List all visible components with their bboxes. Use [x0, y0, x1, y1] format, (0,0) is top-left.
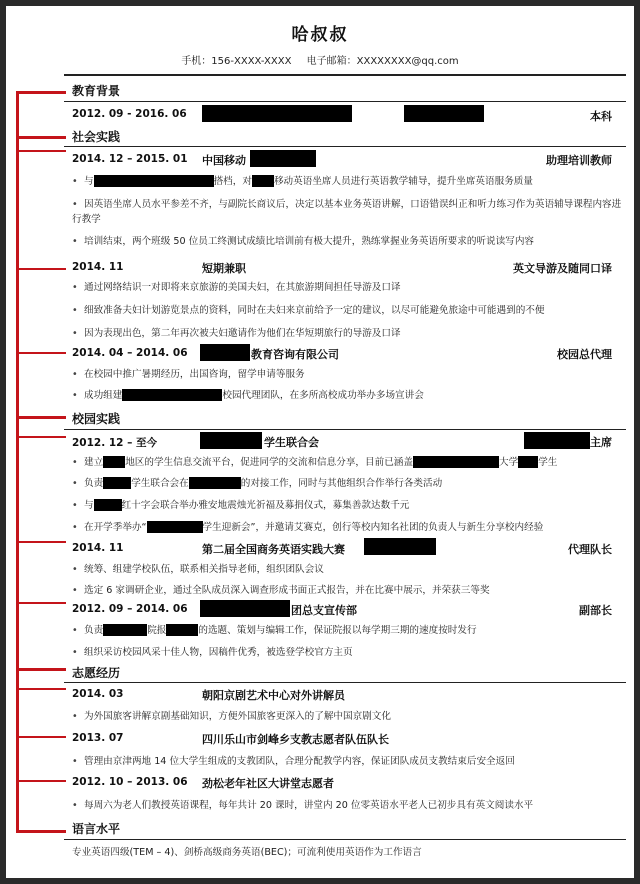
header-divider	[64, 74, 626, 76]
entry-date: 2014. 11	[72, 261, 124, 273]
bracket-tick	[16, 830, 66, 833]
section-divider	[64, 839, 626, 840]
list-item: • 选定 6 家调研企业，通过全队成员深入调查形成书面正式报告，并在比赛中展示，并荣获三等奖	[72, 585, 490, 596]
list-item: • 通过网络结识一对即将来京旅游的美国夫妇，在其旅游期间担任导游及口译	[72, 282, 401, 293]
list-item: • 负责 院报 的选题、策划与编辑工作，保证院报以每学期三期的速度按时发行	[72, 625, 477, 636]
redacted-major	[404, 105, 484, 122]
list-item: • 成功组建 校园代理团队，在多所高校成功举办多场宣讲会	[72, 390, 424, 401]
list-item: • 建立 地区的学生信息交流平台，促进同学的交流和信息分享，目前已涵盖 大学 学生	[72, 457, 558, 468]
entry-date: 2012. 12 – 至今	[72, 437, 158, 449]
entry-date: 2013. 07	[72, 732, 124, 744]
list-item: • 与 红十字会联合举办雅安地震烛光祈福及募捐仪式，募集善款达数千元	[72, 500, 410, 511]
list-item: • 统筹、组建学校队伍，联系相关指导老师，组织团队会议	[72, 564, 324, 575]
section-divider	[64, 101, 626, 102]
section-title-volunteer: 志愿经历	[72, 666, 121, 680]
resume-name: 哈叔叔	[291, 25, 349, 45]
education-date: 2012. 09 - 2016. 06	[72, 108, 187, 120]
list-item: • 与 搭档，对 移动英语坐席人员进行英语教学辅导，提升坐席英语服务质量	[72, 176, 533, 187]
entry-date: 2012. 09 – 2014. 06	[72, 603, 188, 615]
entry-role: 英文导游及随同口译	[513, 262, 612, 275]
bracket-tick	[16, 736, 66, 738]
entry-org: 团总支宣传部	[291, 604, 357, 617]
entry-role: 主席	[590, 436, 612, 449]
contact-line	[6, 52, 634, 67]
list-item: • 培训结束，两个班级 50 位员工终测试成绩比培训前有极大提升，熟练掌握业务英语所要求的听说读写内容	[72, 236, 535, 247]
entry-role: 助理培训教师	[546, 154, 612, 167]
entry-org: 教育咨询有限公司	[251, 348, 339, 361]
entry-org: 短期兼职	[202, 262, 246, 275]
entry-org: 朝阳京剧艺术中心对外讲解员	[202, 689, 345, 702]
section-title-campus: 校园实践	[72, 412, 121, 426]
list-item: • 因为表现出色，第二年再次被夫妇邀请作为他们在华短期旅行的导游及口译	[72, 328, 401, 339]
entry-org: 中国移动	[202, 154, 246, 167]
section-title-language: 语言水平	[72, 822, 121, 836]
bracket-tick	[16, 668, 66, 671]
redacted-text	[524, 432, 590, 449]
resume-page	[6, 6, 634, 878]
entry-date: 2014. 12 – 2015. 01	[72, 153, 188, 165]
phone-text: 手机：156-XXXX-XXXX	[181, 56, 292, 67]
list-item: • 管理由京津两地 14 位大学生组成的支教团队，合理分配教学内容，保证团队成员支教结束后安全返回	[72, 756, 515, 767]
bracket-tick	[16, 602, 66, 604]
redacted-text	[200, 600, 290, 617]
education-degree: 本科	[590, 110, 612, 123]
bracket-tick	[16, 91, 66, 94]
bracket-tick	[16, 541, 66, 543]
section-divider	[64, 682, 626, 683]
entry-org: 第二届全国商务英语实践大赛	[202, 543, 345, 556]
entry-org: 学生联合会	[264, 436, 319, 449]
redacted-text	[364, 538, 436, 555]
bracket-tick	[16, 268, 66, 270]
list-item: • 在校园中推广暑期经历，出国咨询，留学申请等服务	[72, 369, 305, 380]
bracket-tick	[16, 416, 66, 419]
entry-role: 副部长	[579, 604, 612, 617]
section-title-social: 社会实践	[72, 130, 121, 144]
redacted-text	[200, 344, 250, 361]
entry-date: 2014. 03	[72, 688, 124, 700]
list-item: • 细致准备夫妇计划游览景点的资料，同时在夫妇来京前给予一定的建议，以尽可能避免旅途中可能遇到的不便	[72, 305, 545, 316]
email-text: 电子邮箱：XXXXXXXX@qq.com	[306, 56, 459, 67]
timeline-bracket	[16, 92, 19, 832]
list-item: • 在开学季举办“ 学生迎新会”，并邀请艾赛克，创行等校内知名社团的负责人与新生分享校内经验	[72, 522, 544, 533]
bracket-tick	[16, 352, 66, 354]
redacted-school	[202, 105, 352, 122]
entry-org: 四川乐山市剑峰乡支教志愿者队伍队长	[202, 733, 389, 746]
redacted-text	[250, 150, 316, 167]
list-item: • 因英语坐席人员水平参差不齐，与副院长商议后，决定以基本业务英语讲解，口语错误纠正和听力练习作为英语辅导课程内容进行教学	[72, 199, 622, 225]
entry-org: 劲松老年社区大讲堂志愿者	[202, 777, 334, 790]
section-title-education: 教育背景	[72, 84, 121, 98]
list-item: • 负责 学生联合会在 的对接工作，同时与其他组织合作举行各类活动	[72, 478, 443, 489]
entry-role: 代理队长	[568, 543, 612, 556]
redacted-text	[200, 432, 262, 449]
list-item: • 组织采访校园风采十佳人物，因稿件优秀，被选登学校官方主页	[72, 647, 353, 658]
bracket-tick	[16, 150, 66, 152]
section-divider	[64, 429, 626, 430]
entry-date: 2012. 10 – 2013. 06	[72, 776, 188, 788]
language-text: 专业英语四级(TEM – 4)、剑桥高级商务英语(BEC)；可流利使用英语作为工作语言	[72, 847, 422, 858]
bracket-tick	[16, 780, 66, 782]
bracket-tick	[16, 136, 66, 139]
bracket-tick	[16, 436, 66, 438]
list-item: • 每周六为老人们教授英语课程，每年共计 20 课时，讲堂内 20 位零英语水平老人已初步具有英文阅读水平	[72, 800, 534, 811]
entry-date: 2014. 04 – 2014. 06	[72, 347, 188, 359]
section-divider	[64, 146, 626, 147]
bracket-tick	[16, 688, 66, 690]
entry-role: 校园总代理	[557, 348, 612, 361]
list-item: • 为外国旅客讲解京剧基础知识，方便外国旅客更深入的了解中国京剧文化	[72, 711, 391, 722]
entry-date: 2014. 11	[72, 542, 124, 554]
